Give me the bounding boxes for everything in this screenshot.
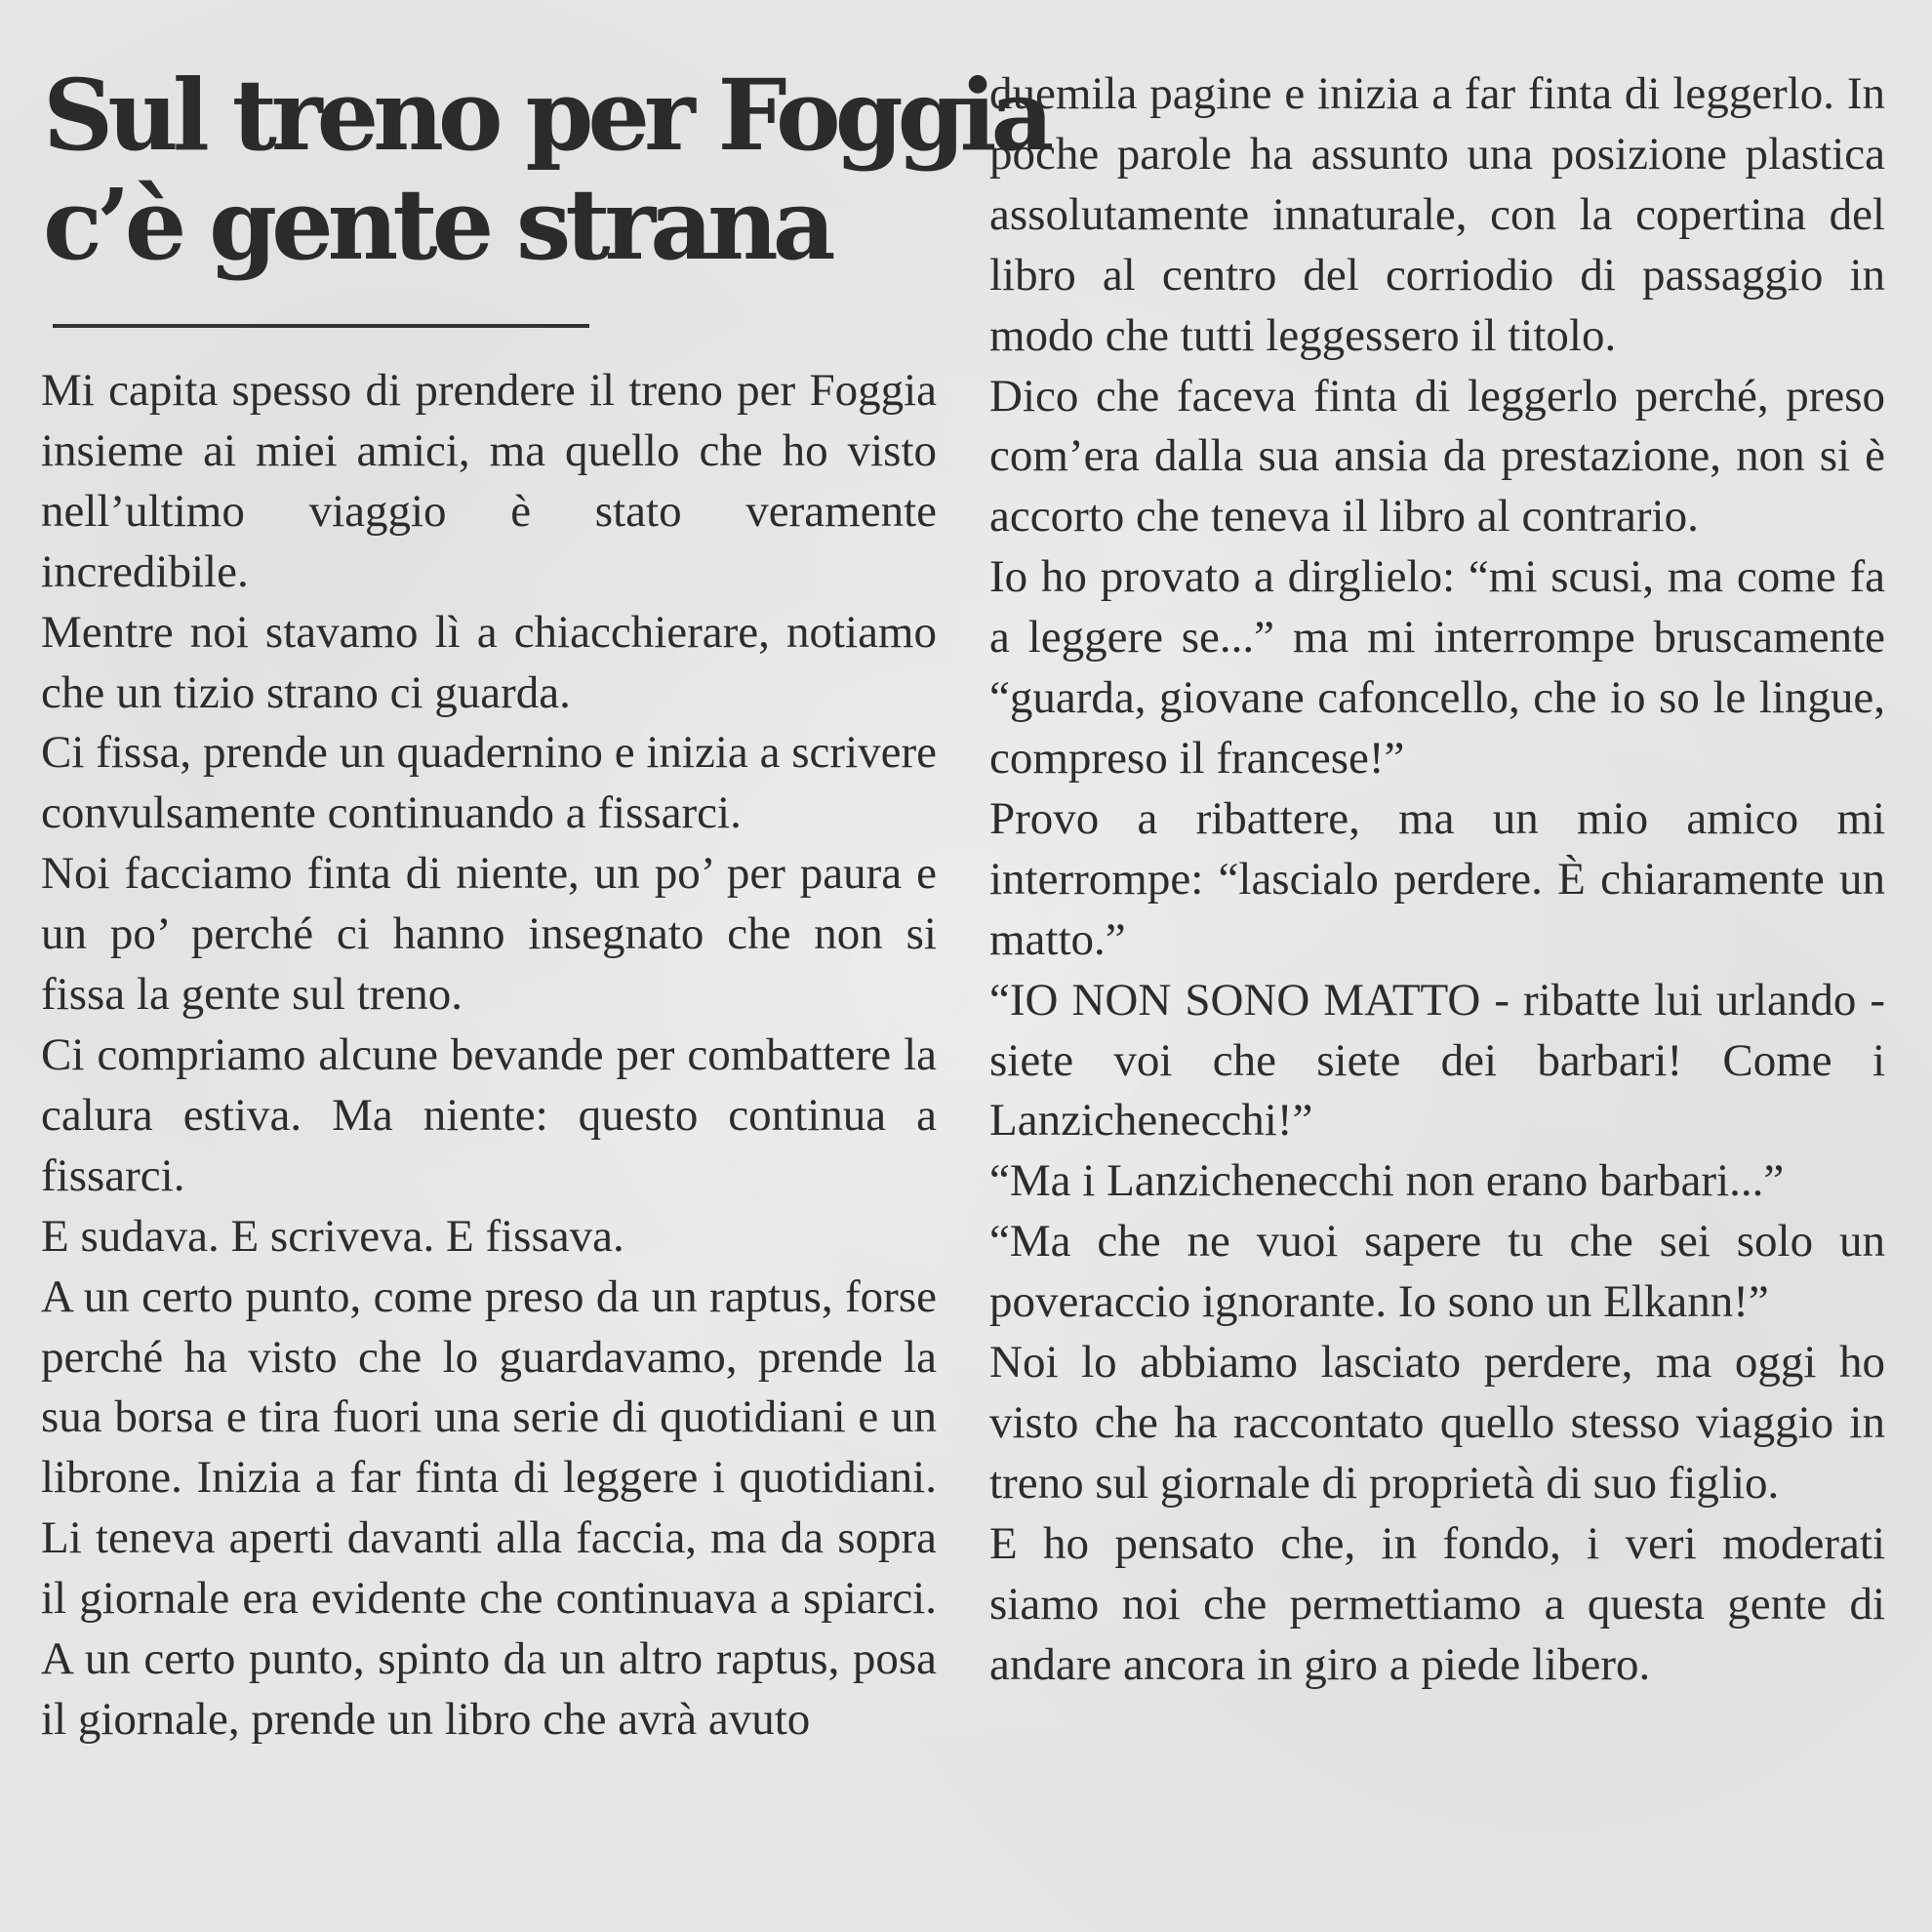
- paragraph: E sudava. E scriveva. E fissava.: [41, 1210, 624, 1262]
- paragraph: “IO NON SONO MATTO - ribatte lui urlando - siete voi che siete dei barbari! Come i Lanzichenecchi!”: [989, 974, 1885, 1147]
- paragraph: Provo a ribattere, ma un mio amico mi interrompe: “lascialo perdere. È chiaramente un matto.”: [989, 792, 1885, 965]
- paragraph: Ci fissa, prende un quadernino e inizia a scrivere convulsamente continuando a fissarci.: [41, 727, 937, 839]
- headline: [43, 58, 1049, 282]
- left-column: [41, 361, 937, 1751]
- headline-line-1: Sul treno per Foggia: [43, 58, 1049, 173]
- right-column: [989, 64, 1885, 1695]
- paragraph: Noi facciamo finta di niente, un po’ per paura e un po’ perché ci hanno insegnato che non si fissa la gente sul treno.: [41, 848, 937, 1021]
- paragraph: “Ma che ne vuoi sapere tu che sei solo un poveraccio ignorante. Io sono un Elkann!”: [989, 1216, 1885, 1328]
- paragraph: Noi lo abbiamo lasciato perdere, ma oggi ho visto che ha raccontato quello stesso viaggio in treno sul giornale di proprietà di suo figlio.: [989, 1337, 1885, 1509]
- headline-divider: [53, 324, 589, 328]
- paragraph: Mi capita spesso di prendere il treno per Foggia insieme ai miei amici, ma quello che ho visto nell’ultimo viaggio è stato veramente incredibile.: [41, 365, 937, 597]
- paragraph: duemila pagine e inizia a far finta di leggerlo. In poche parole ha assunto una posizione plastica assolutamente innaturale, con la copertina del libro al centro del corriodio di passaggio in modo che tutti leggessero il titolo.: [989, 68, 1885, 361]
- paragraph: Dico che faceva finta di leggerlo perché, preso com’era dalla sua ansia da prestazione, non si è accorto che teneva il libro al contrario.: [989, 370, 1885, 543]
- headline-line-2: c’è gente strana: [43, 167, 830, 282]
- paragraph: Mentre noi stavamo lì a chiacchierare, notiamo che un tizio strano ci guarda.: [41, 606, 937, 718]
- paragraph: E ho pensato che, in fondo, i veri moderati siamo noi che permettiamo a questa gente di andare ancora in giro a piede libero.: [989, 1517, 1885, 1690]
- paragraph: Io ho provato a dirglielo: “mi scusi, ma come fa a leggere se...” ma mi interrompe bruscamente “guarda, giovane cafoncello, che io so le lingue, compreso il francese!”: [989, 551, 1885, 784]
- paragraph: Ci compriamo alcune bevande per combattere la calura estiva. Ma niente: questo continua a fissarci.: [41, 1028, 937, 1201]
- paragraph: A un certo punto, come preso da un raptus, forse perché ha visto che lo guardavamo, prende la sua borsa e tira fuori una serie di quotidiani e un librone. Inizia a far finta di leggere i quotidiani. Li teneva aperti davanti alla faccia, ma da sopra il giornale era evidente che continuava a spiarci. A un certo punto, spinto da un altro raptus, posa il giornale, prende un libro che avrà avuto: [41, 1270, 937, 1745]
- paragraph: “Ma i Lanzichenecchi non erano barbari...”: [989, 1155, 1785, 1207]
